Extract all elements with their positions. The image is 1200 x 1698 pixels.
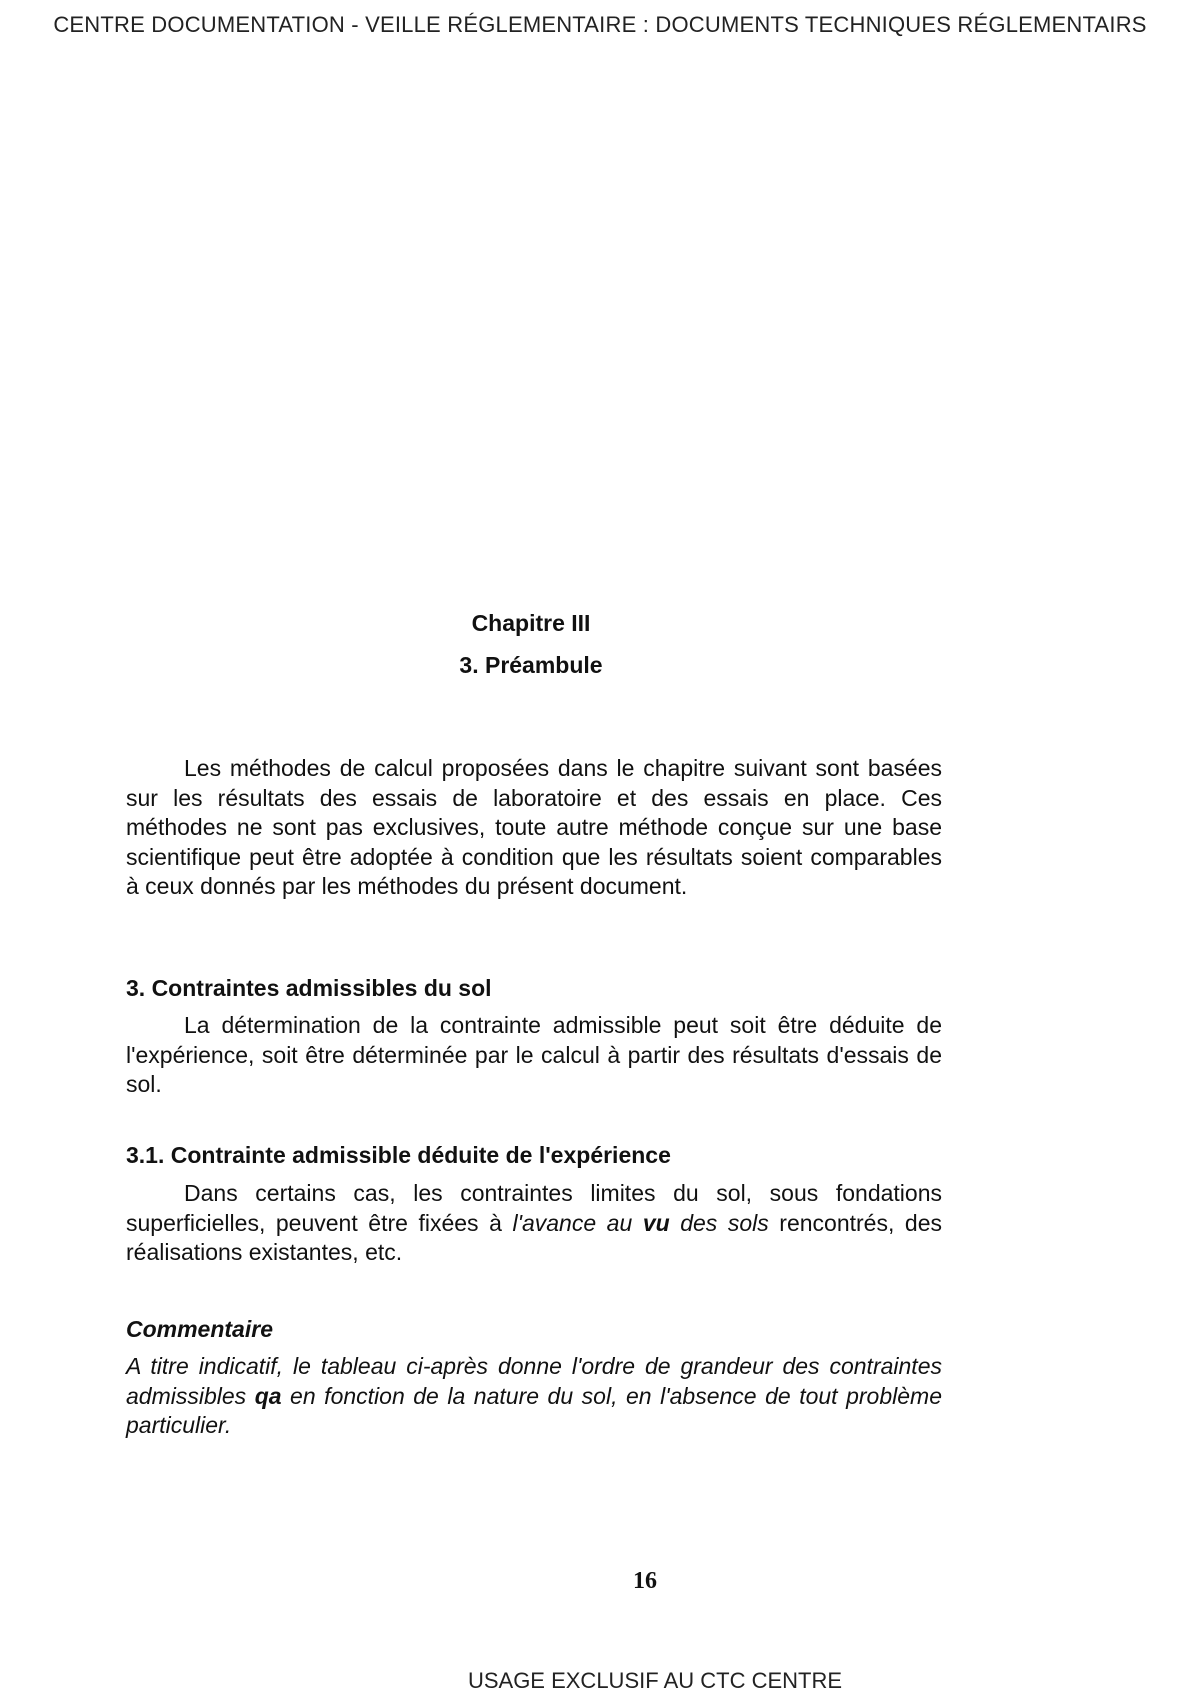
commentaire-paragraph (126, 1352, 942, 1441)
section-3-1-paragraph (126, 1179, 942, 1268)
commentaire-text-part2: en fonction de la nature du sol, en l'absence de tout problème particulier. (126, 1382, 942, 1438)
chapter-title: Chapitre III (471, 610, 591, 636)
section-3-paragraph: La détermination de la contrainte admissible peut soit être déduite de l'expérience, soit être déterminée par le calcul à partir des résultats d'essais de sol. (126, 1012, 942, 1097)
section-3-1-emphasis-bold: vu (642, 1209, 670, 1236)
section-3-heading: 3. Contraintes admissibles du sol (126, 975, 492, 1001)
section-3-1-emphasis-2: des sols (669, 1209, 769, 1236)
section-3-1-heading: 3.1. Contrainte admissible déduite de l'expérience (126, 1142, 671, 1168)
section-3-1-emphasis-1: l'avance au (512, 1209, 643, 1236)
page-footer: USAGE EXCLUSIF AU CTC CENTRE (467, 1668, 843, 1693)
section-3-1-text-part1: Dans certains cas, les contraintes limites du sol, sous fondations superficielles, peuvent être fixées à (126, 1180, 942, 1236)
page-number: 16 (633, 1568, 657, 1594)
section-3-1-text-part2: rencontrés, des réalisations existantes, etc. (126, 1209, 942, 1265)
commentaire-heading: Commentaire (126, 1316, 273, 1342)
page-header: CENTRE DOCUMENTATION - VEILLE RÉGLEMENTAIRE : DOCUMENTS TECHNIQUES RÉGLEMENTAIRS (53, 12, 1147, 37)
commentaire-qa: qa (254, 1382, 282, 1409)
commentaire-text-part1: A titre indicatif, le tableau ci-après donne l'ordre de grandeur des contraintes admissibles (126, 1353, 942, 1409)
chapter-subtitle: 3. Préambule (459, 652, 603, 678)
preambule-paragraph: Les méthodes de calcul proposées dans le chapitre suivant sont basées sur les résultats des essais de laboratoire et des essais en place. Ces méthodes ne sont pas exclusives, toute autre méthode conçue sur une base scientifique peut être adoptée à condition que les résultats soient comparables à ceux donnés par les méthodes du présent document. (126, 755, 942, 899)
